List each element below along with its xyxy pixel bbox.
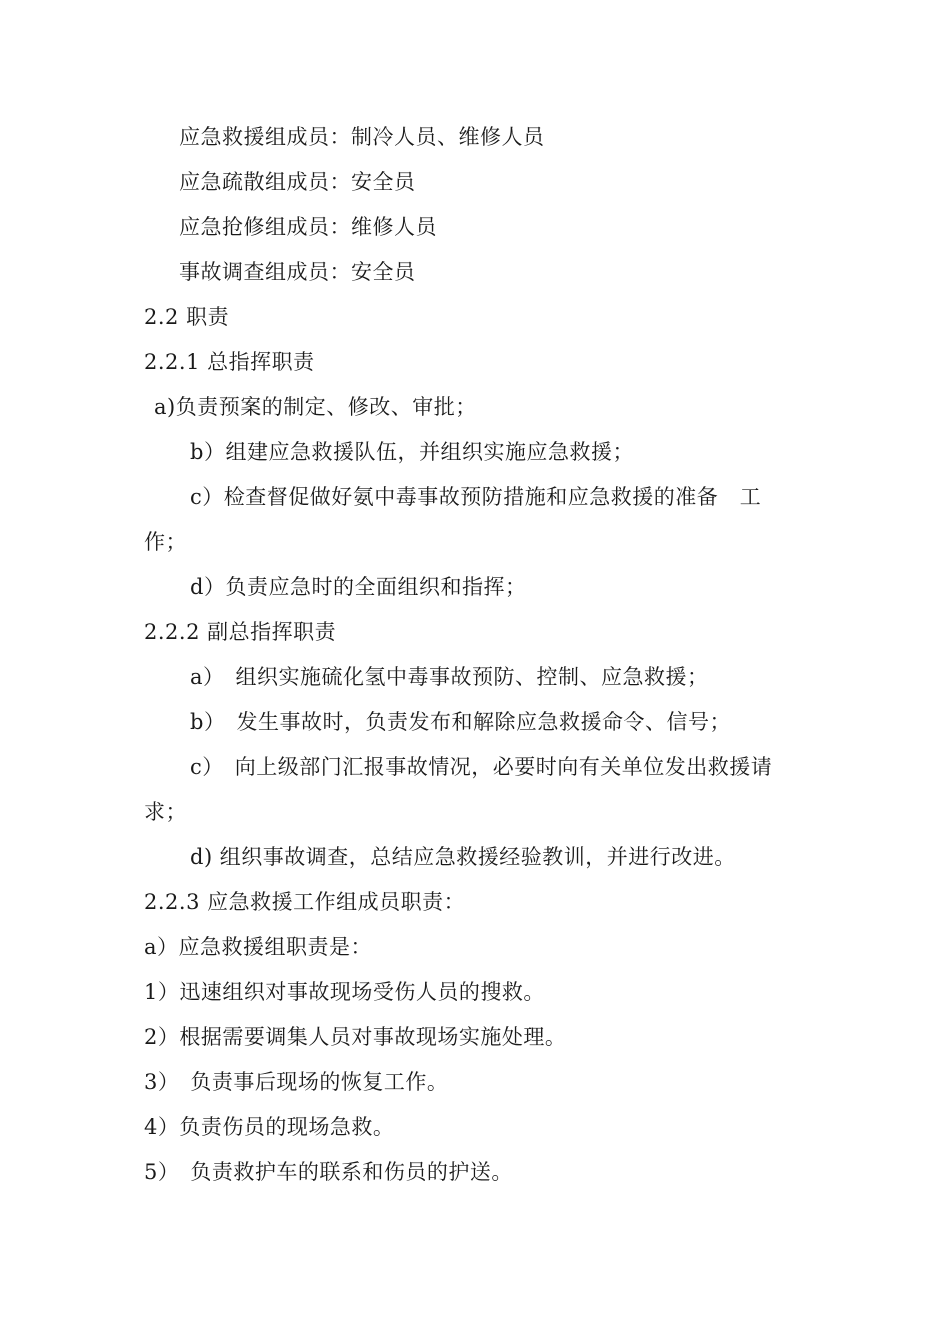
- text-line-commander-c-cont: 作；: [144, 530, 187, 554]
- text-line-item-2: 2）根据需要调集人员对事故现场实施处理。: [144, 1025, 567, 1049]
- text-line-commander-c: c）检查督促做好氨中毒事故预防措施和应急救援的准备 工: [190, 485, 762, 509]
- text-line-item-3: 3） 负责事后现场的恢复工作。: [144, 1070, 449, 1094]
- text-line-commander-a: a)负责预案的制定、修改、审批；: [154, 395, 477, 419]
- text-line-rescue-members: 应急救援组成员：制冷人员、维修人员: [179, 125, 545, 149]
- text-line-deputy-d: d) 组织事故调查，总结应急救援经验教训，并进行改进。: [190, 845, 736, 869]
- text-line-rescue-team-duties: a）应急救援组职责是：: [144, 935, 373, 959]
- text-line-deputy-a: a） 组织实施硫化氢中毒事故预防、控制、应急救援；: [190, 665, 709, 689]
- text-line-commander-b: b）组建应急救援队伍，并组织实施应急救援；: [190, 440, 634, 464]
- section-heading-commander-duties: 2.2.1 总指挥职责: [144, 350, 315, 374]
- text-line-investigation-members: 事故调查组成员：安全员: [179, 260, 416, 284]
- text-line-item-4: 4）负责伤员的现场急救。: [144, 1115, 395, 1139]
- text-line-deputy-b: b） 发生事故时，负责发布和解除应急救援命令、信号；: [190, 710, 731, 734]
- section-heading-deputy-duties: 2.2.2 副总指挥职责: [144, 620, 337, 644]
- text-line-evacuation-members: 应急疏散组成员：安全员: [179, 170, 416, 194]
- text-line-deputy-c-cont: 求；: [144, 800, 187, 824]
- text-line-item-5: 5） 负责救护车的联系和伤员的护送。: [144, 1160, 513, 1184]
- text-line-deputy-c: c） 向上级部门汇报事故情况，必要时向有关单位发出救援请: [190, 755, 773, 779]
- section-heading-team-duties: 2.2.3 应急救援工作组成员职责：: [144, 890, 466, 914]
- text-line-repair-members: 应急抢修组成员：维修人员: [179, 215, 437, 239]
- section-heading-duties: 2.2 职责: [144, 305, 230, 329]
- text-line-commander-d: d）负责应急时的全面组织和指挥；: [190, 575, 527, 599]
- text-line-item-1: 1）迅速组织对事故现场受伤人员的搜救。: [144, 980, 545, 1004]
